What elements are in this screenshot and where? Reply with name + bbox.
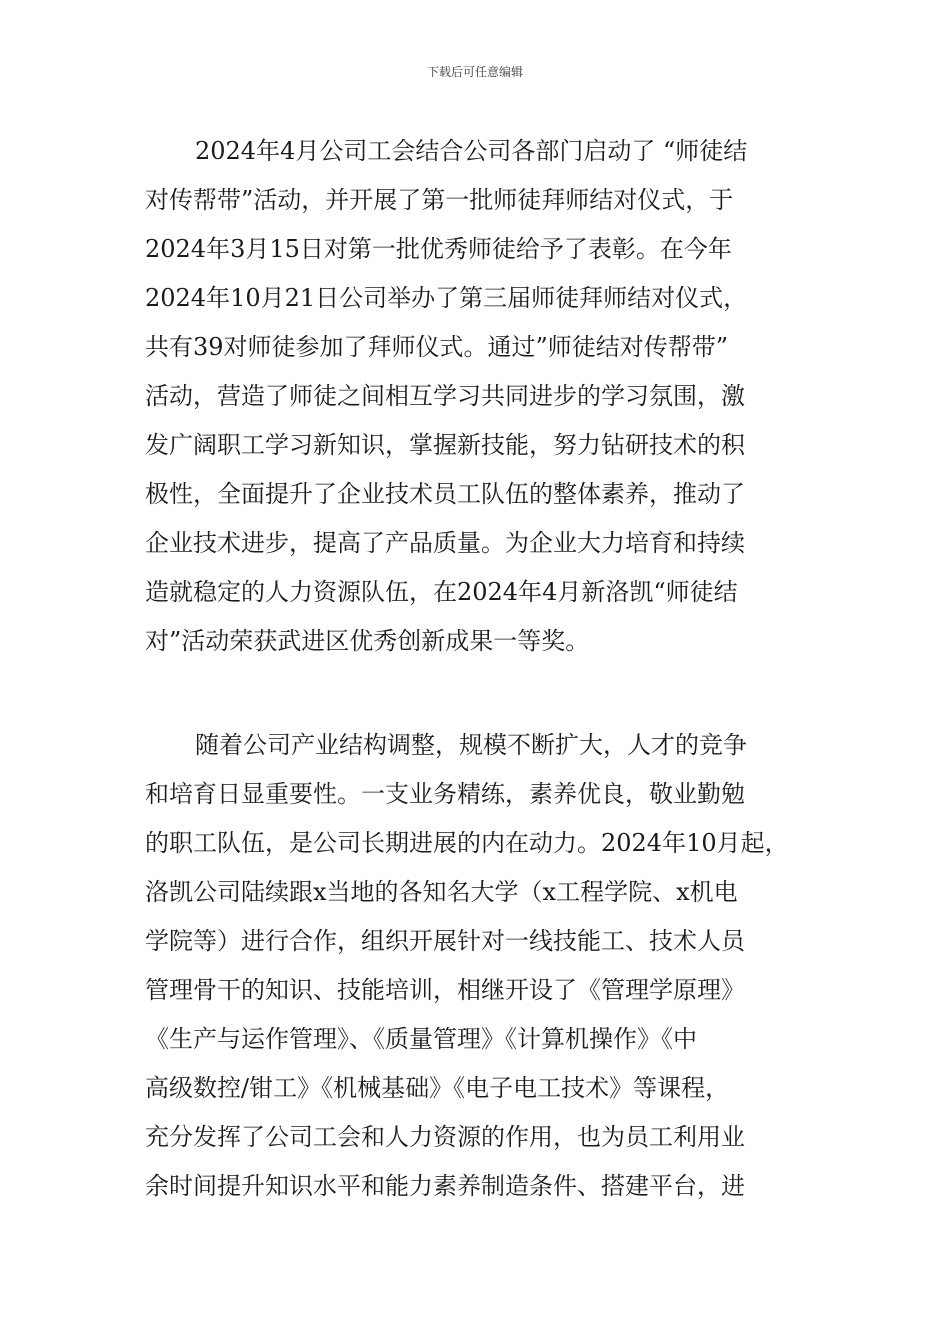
paragraph-2-line-3: 的职工队伍，是公司长期进展的内在动力。2024年10月起， [145,829,789,857]
paragraph-1-line-4: 2024年10月21日公司举办了第三届师徒拜师结对仪式， [145,284,748,312]
paragraph-1-line-6: 活动，营造了师徒之间相互学习共同进步的学习氛围，激 [145,382,745,410]
paragraph-2-line-10: 余时间提升知识水平和能力素养制造条件、搭建平台，进 [145,1172,745,1200]
paragraph-2-line-9: 充分发挥了公司工会和人力资源的作用，也为员工利用业 [145,1123,745,1151]
paragraph-1-line-2: 对传帮带”活动，并开展了第一批师徒拜师结对仪式，于 [145,186,734,214]
page-header-note: 下载后可任意编辑 [426,65,523,79]
paragraph-1-line-7: 发广阔职工学习新知识，掌握新技能，努力钻研技术的积 [145,431,745,459]
paragraph-2-line-4: 洛凯公司陆续跟x当地的各知名大学（x工程学院、x机电 [145,878,738,906]
paragraph-2-line-2: 和培育日显重要性。一支业务精练，素养优良，敬业勤勉 [145,780,745,808]
paragraph-2-line-1: 随着公司产业结构调整，规模不断扩大，人才的竞争 [195,731,747,759]
paragraph-1-line-1: 2024年4月公司工会结合公司各部门启动了 “师徒结 [195,137,748,165]
paragraph-2-line-7: 《生产与运作管理》、《质量管理》《计算机操作》《中 [145,1025,697,1053]
paragraph-2-line-8: 高级数控/钳工》《机械基础》《电子电工技术》等课程， [145,1074,730,1102]
paragraph-1-line-5: 共有39对师徒参加了拜师仪式。通过”师徒结对传帮带” [145,333,729,361]
paragraph-1-line-8: 极性，全面提升了企业技术员工队伍的整体素养，推动了 [145,480,745,508]
paragraph-1-line-11: 对”活动荣获武进区优秀创新成果一等奖。 [145,627,590,655]
paragraph-1-line-9: 企业技术进步，提高了产品质量。为企业大力培育和持续 [145,529,745,557]
paragraph-2-line-6: 管理骨干的知识、技能培训，相继开设了《管理学原理》 [145,976,745,1004]
paragraph-2-line-5: 学院等）进行合作，组织开展针对一线技能工、技术人员 [145,927,745,955]
paragraph-1-line-10: 造就稳定的人力资源队伍，在2024年4月新洛凯“师徒结 [145,578,738,606]
paragraph-1-line-3: 2024年3月15日对第一批优秀师徒给予了表彰。在今年 [145,235,732,263]
